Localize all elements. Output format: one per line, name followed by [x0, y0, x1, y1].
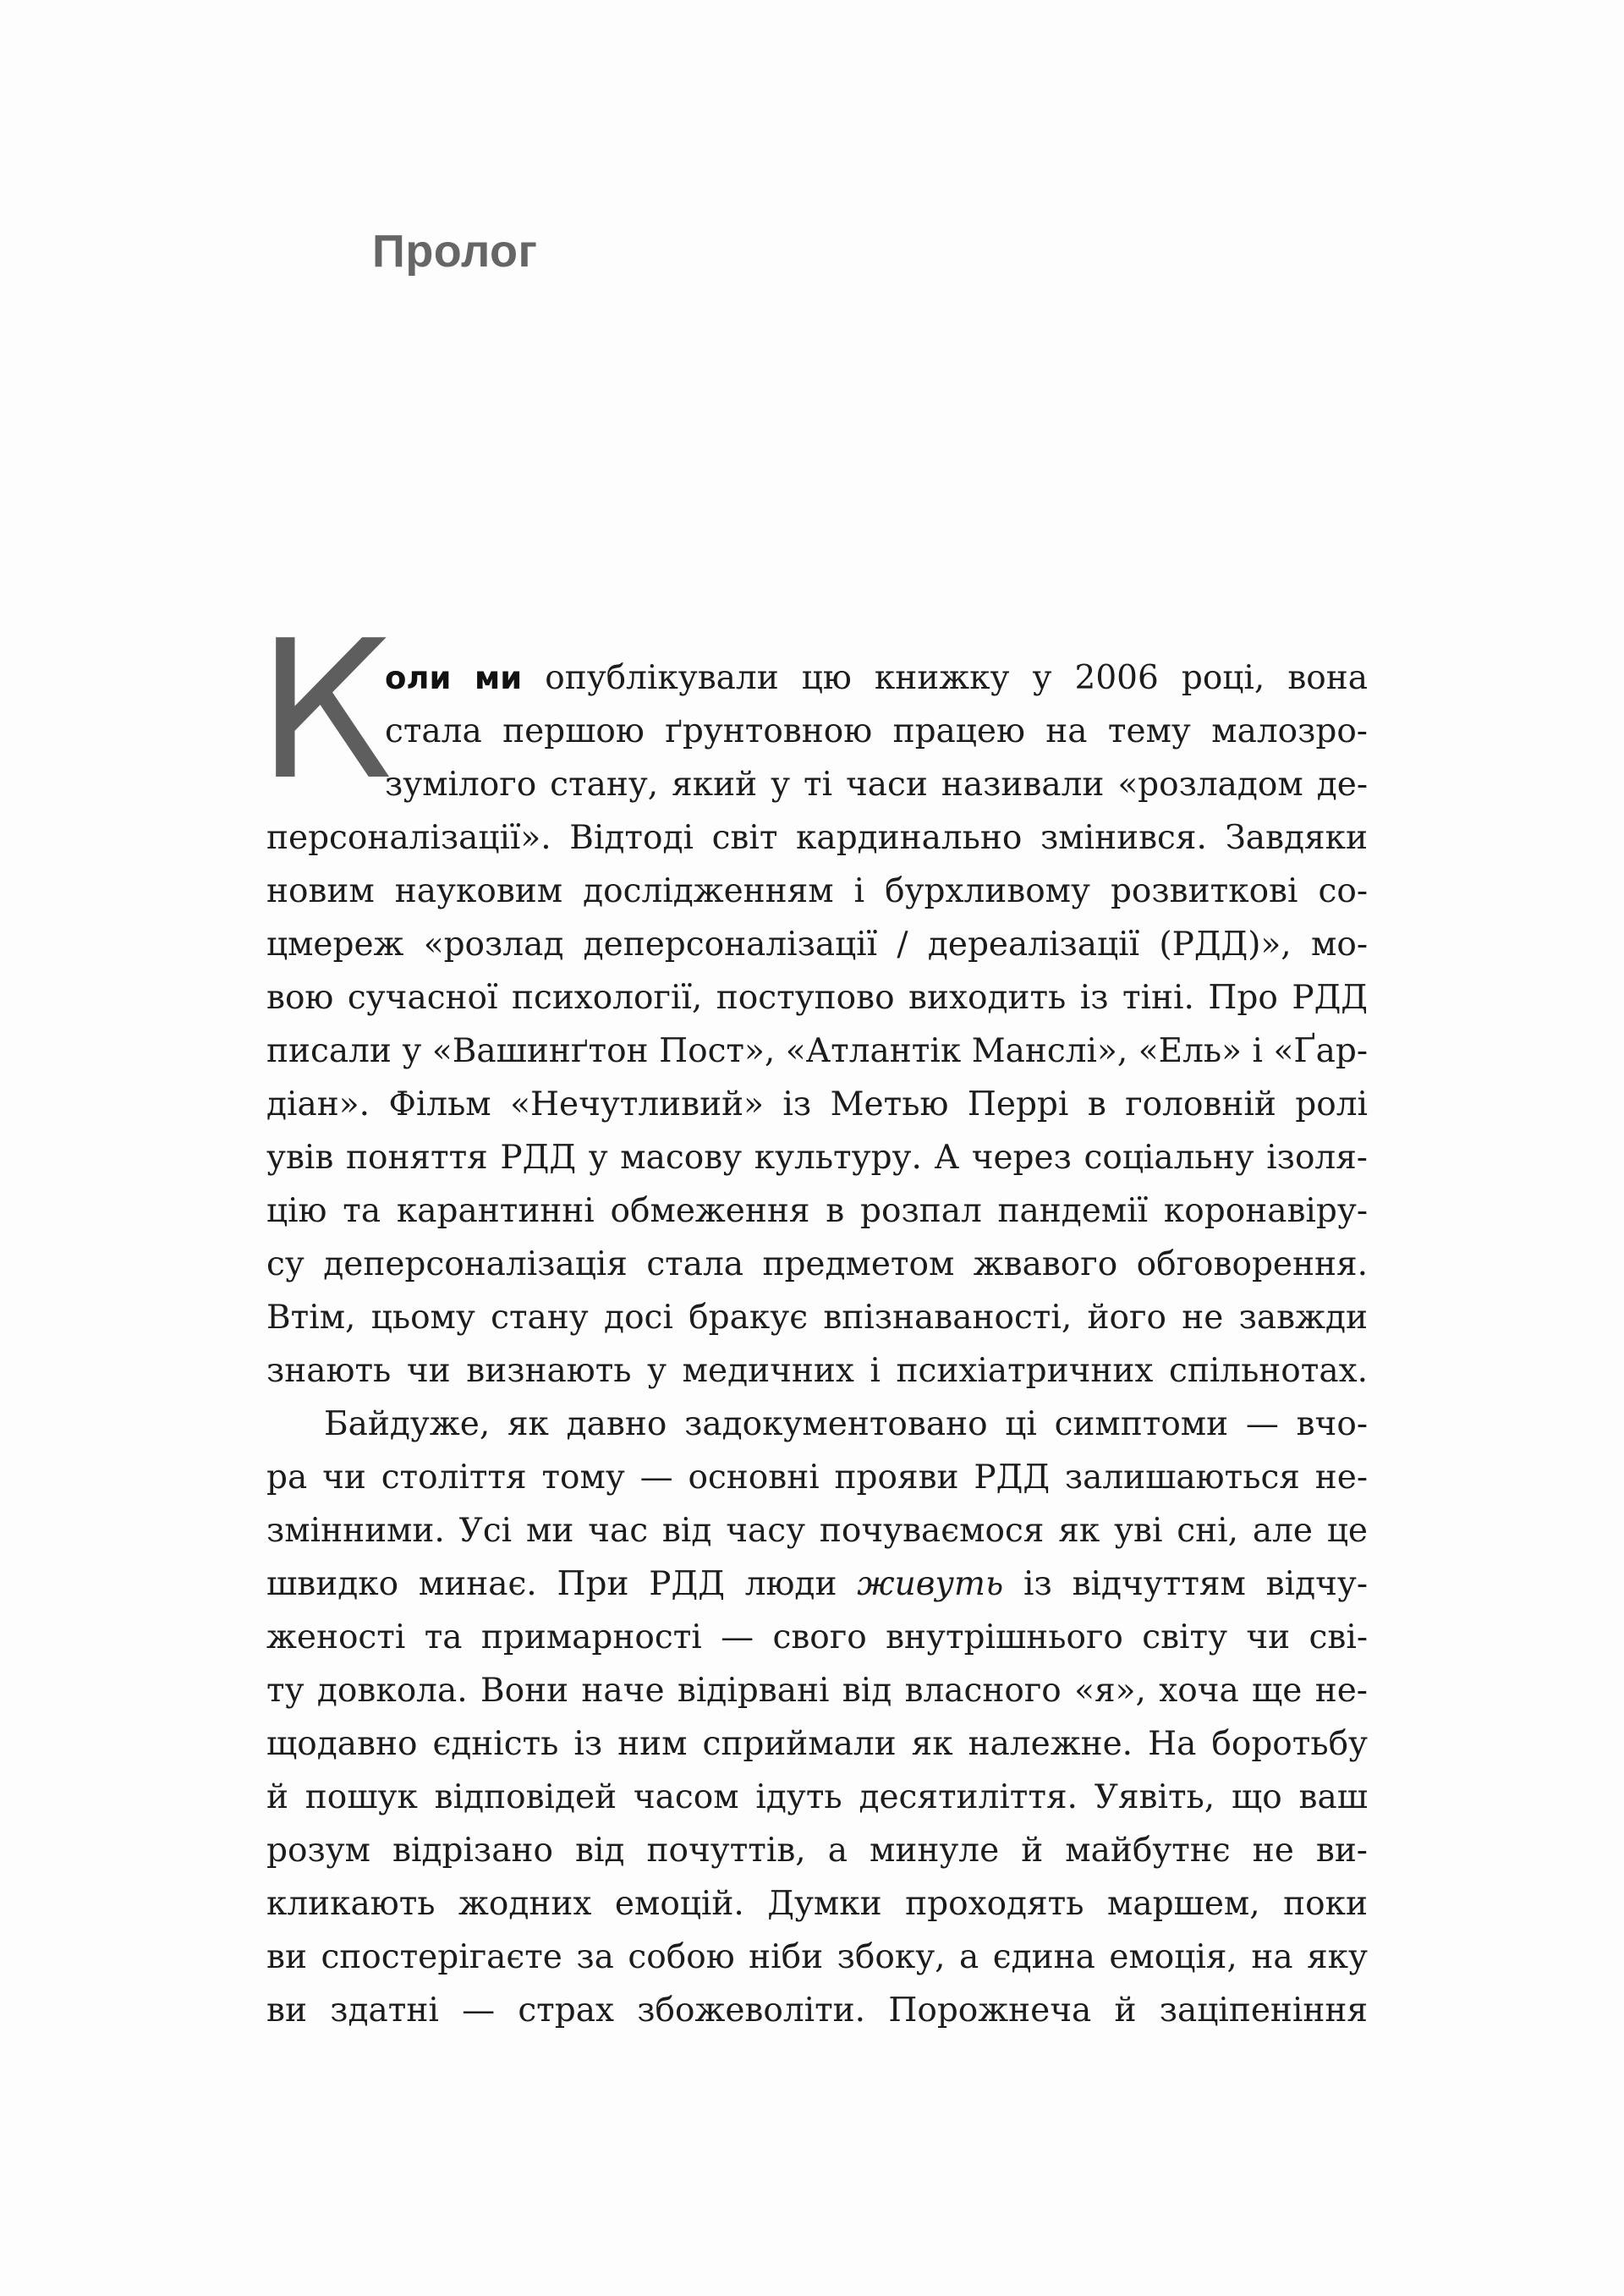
text-line: ви спостерігаєте за собою ніби збоку, а єдина емоція, на яку	[266, 1938, 1368, 1976]
line-text: швидко минає. При РДД люди	[266, 1565, 858, 1603]
paragraph-1	[266, 651, 1368, 1398]
text-line: й пошук відповідей часом ідуть десятиліття. Уявіть, що ваш	[266, 1778, 1368, 1816]
text-line: знають чи визнають у медичних і психіатричних спільнотах.	[266, 1352, 1368, 1390]
text-line: вою сучасної психології, поступово виходить із тіні. Про РДД	[266, 979, 1368, 1017]
drop-cap: К	[257, 600, 393, 822]
text-line: ви здатні — страх збожеволіти. Порожнеча й заціпеніння	[266, 1991, 1368, 2030]
text-line: діан». Фільм «Нечутливий» із Метью Перрі в головній ролі	[266, 1085, 1368, 1123]
text-line: Втім, цьому стану досі бракує впізнаваності, його не завжди	[266, 1299, 1368, 1337]
lead-in-bold: оли ми	[385, 660, 523, 696]
text-line: ту довкола. Вони наче відірвані від власного «я», хоча ще не-	[266, 1672, 1368, 1710]
text-line: ра чи століття тому — основні прояви РДД залишаються не-	[266, 1458, 1368, 1497]
text-line: Байдуже, як давно задокументовано ці симптоми — вчо-	[324, 1405, 1368, 1443]
text-line: цію та карантинні обмеження в розпал пандемії коронавіру-	[266, 1192, 1368, 1230]
emphasis-italic: живуть	[857, 1565, 1004, 1603]
text-line: женості та примарності — свого внутрішнього світу чи сві-	[266, 1618, 1368, 1656]
text-line: кликають жодних емоцій. Думки проходять маршем, поки	[266, 1885, 1368, 1923]
text-line	[385, 651, 1368, 705]
text-line: змінними. Усі ми час від часу почуваємося як уві сні, але це	[266, 1512, 1368, 1550]
text-line: стала першою ґрунтовною працею на тему малозро-	[385, 712, 1368, 750]
text-line: персоналізації». Відтоді світ кардинально змінився. Завдяки	[266, 819, 1368, 857]
text-line	[266, 1557, 1368, 1611]
paragraph-2	[266, 1398, 1368, 2037]
body-text	[266, 651, 1368, 2037]
text-line: цмереж «розлад деперсоналізації / дереалізації (РДД)», мо-	[266, 926, 1368, 964]
text-line: писали у «Вашинґтон Пост», «Атлантік Манслі», «Ель» і «Ґар-	[266, 1032, 1368, 1070]
line-text: із відчуттям відчу-	[1003, 1565, 1369, 1603]
text-line: увів поняття РДД у масову культуру. А через соціальну ізоля-	[266, 1139, 1368, 1177]
text-line: щодавно єдність із ним сприймали як належне. На боротьбу	[266, 1725, 1368, 1763]
chapter-title: Пролог	[372, 226, 538, 277]
text-line: су деперсоналізація стала предметом жвавого обговорення.	[266, 1245, 1368, 1283]
text-line: розум відрізано від почуттів, а минуле й майбутнє не ви-	[266, 1832, 1368, 1870]
line-text: опублікували цю книжку у 2006 році, вона	[522, 659, 1368, 697]
text-line: зумілого стану, який у ті часи називали «розладом де-	[385, 766, 1368, 804]
text-line: новим науковим дослідженням і бурхливому розвиткові со-	[266, 872, 1368, 910]
